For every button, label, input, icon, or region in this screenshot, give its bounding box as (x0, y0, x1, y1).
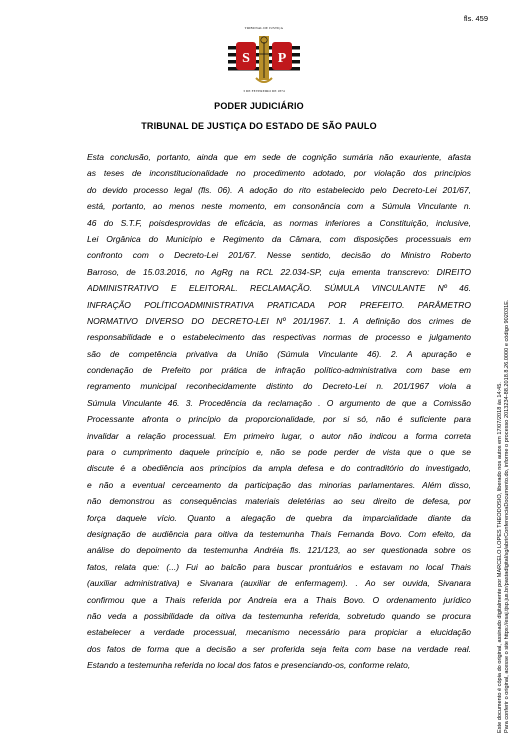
seal-letter-s: S (242, 51, 250, 66)
court-seal-logo (228, 26, 300, 96)
body-line: fatos, relata que: (...) Fui ao balcão para buscar prontuários e estavam no local Thais (87, 561, 471, 572)
body-line: força daquele vício. Quanto a alegação de quebra da imparcialidade diante da (87, 512, 471, 523)
body-line: não demonstrou as consequências materiais deletérias ao seu direito de defesa, por (87, 496, 471, 507)
body-line: Estando a testemunha referida no local dos fatos e presenciando-os, conforme relato, (87, 660, 411, 671)
seal-bottom-text: 3 DE FEVEREIRO DE 1874 (243, 89, 285, 93)
body-line: análise do depoimento da testemunha Andréia fls. 121/123, ao ser questionada sobre os (87, 545, 471, 556)
body-line: confirmou que a Thais referida por Andreia era a Thais Bovo. O ordenamento jurídico (87, 594, 471, 605)
body-line: Súmula Vinculante 46. 3. Procedência da reclamação . O argumento de que a Comissão (87, 397, 471, 408)
body-line: Lei Orgânica do Município e Regimento da Câmara, com disposições processuais em (87, 233, 471, 244)
document-body (87, 149, 471, 674)
body-line: não veda a possibilidade da oitiva da testemunha referida, sobretudo quando se procura (87, 610, 471, 621)
header-tribunal: TRIBUNAL DE JUSTIÇA DO ESTADO DE SÃO PAULO (141, 121, 377, 131)
body-line: designação de audiência para oitiva da testemunha Thaís Fernanda Bovo. Com efeito, da (87, 528, 471, 539)
body-line: (auxiliar administrativa) e Sivanara (auxiliar de enfermagem). . Ao ser ouvida, Sivanara (87, 578, 471, 589)
header-poder-judiciario: PODER JUDICIÁRIO (214, 101, 304, 111)
seal-top-text: TRIBUNAL DE JUSTIÇA (244, 26, 284, 30)
body-line: INFRAÇÃO POLÍTICOADMINISTRATIVA PRATICADA POR PREFEITO. PARÂMETRO (87, 299, 471, 310)
body-line: 46 do S.T.F, poisdesprovidas de eficácia, as normas inferiores a Constituição, inclusive, (87, 217, 471, 228)
seal-letter-p: P (277, 51, 287, 66)
body-line: do devido processo legal (fls. 06). A adoção do rito estabelecido pelo Decreto-Lei 201/67, (87, 184, 471, 195)
page-number: fls. 459 (463, 14, 488, 23)
body-line: invalidar a relação processual. Em primeiro lugar, o autor não indicou a forma correta (87, 430, 471, 441)
seal-emblem (228, 32, 300, 90)
body-line: dos fatos de forma que a decisão a ser proferida seja feita com base na verdade real. (87, 643, 471, 654)
body-line: estabelecer a verdade processual, mecanismo necessário para propiciar a elucidação (87, 627, 471, 638)
body-line: condenação de Prefeito por prática de infração político-administrativa com base em (87, 365, 471, 376)
body-line: NORMATIVO DIVERSO DO DECRETO-LEI Nº 201/1967. 1. A definição dos crimes de (87, 315, 471, 326)
body-line: para o cumprimento daquele princípio e, não se pode perder de vista que o que se (87, 447, 471, 458)
body-line: Esta conclusão, portanto, ainda que em sede de cognição sumária não exauriente, afasta (87, 152, 471, 162)
body-line: ADMINISTRATIVO E ELEITORAL. RECLAMAÇÃO. SÚMULA VINCULANTE Nº 46. (87, 283, 471, 294)
body-line: responsabilidade e o estabelecimento das respectivas normas de processo e julgamento (87, 332, 471, 343)
side-authentication-note (497, 93, 511, 733)
body-line: regramento municipal reconhecidamente distinto do Decreto-Lei n. 201/1967 viola a (87, 381, 471, 392)
body-line: as teses de inconstitucionalidade no procedimento adotado, por violação dos princípios (87, 168, 471, 179)
side-note-line-2: Para conferir o original, acesse o site https://esaj.tjsp.jus.br/pastadigital/sg/abrirConferenciaDocumento.do, informe o processo 2013234-88.2018.8.26.0000 e código 902031E. (504, 299, 510, 733)
side-note-line-1: Este documento é cópia do original, assinado digitalmente por MARCELO LOPES THEODOSIO, liberado nos autos em 17/07/2018 às 14:45. (497, 382, 503, 733)
body-line: confronto com o Decreto-Lei 201/67. Nesse sentido, decisão do Ministro Roberto (87, 250, 471, 261)
body-line: discute é a obediência aos princípios da ampla defesa e do contraditório do investigado, (87, 463, 471, 474)
body-line: são de competência privativa da União (Súmula Vinculante 46). 2. A apuração e (87, 348, 471, 359)
body-line: e não a eventual cerceamento da participação das minorias parlamentares. Além disso, (87, 479, 471, 490)
body-line: está, portanto, ao menos neste momento, em consonância com a Súmula Vinculante n. (87, 201, 471, 212)
body-line: Processante afronta o princípio da proporcionalidade, por si só, não é suficiente para (87, 414, 471, 425)
body-line: Barroso, de 15.03.2016, no AgRg na RCL 22.034-SP, cuja ementa transcrevo: DIREITO (87, 266, 471, 277)
